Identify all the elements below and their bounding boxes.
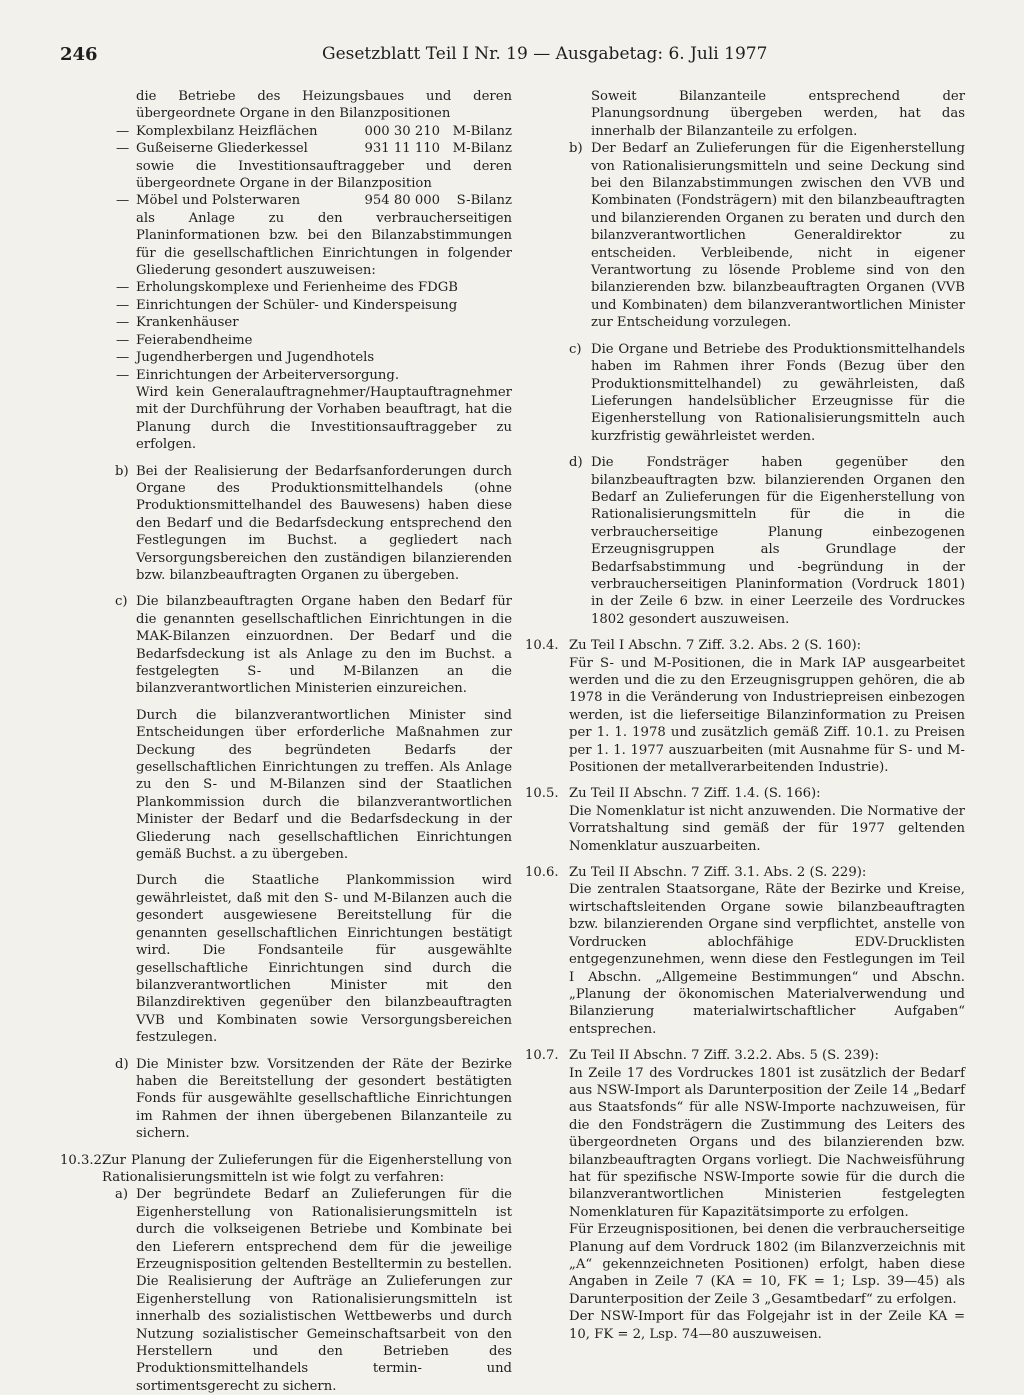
list-marker: — — [116, 141, 130, 157]
subsection-text: Der Bedarf an Zulieferungen für die Eigenherstellung von Rationalisierungsmitteln und seine Deckung sind bei den Bilanzabstimmungen zwischen den VVB und Kombinaten (Fondsträgern) mit den bilanzbeauftragten und bilanzierenden Organen zu beraten und durch den bilanzverantwortlichen Generaldirektor zu entscheiden. Verbleibende, nicht in eigener Verantwortung zu lösende Probleme sind von den bilanzierenden bzw. bilanzbeauftragten Organen (VVB und Kombinaten) dem bilanzverantwortlichen Minister zur Entscheidung vorzulegen. — [591, 141, 965, 331]
section-heading: Zu Teil I Abschn. 7 Ziff. 3.2. Abs. 2 (S. 160): — [569, 638, 862, 654]
section-text: Zur Planung der Zulieferungen für die Eigenherstellung von Rationalisierungsmitteln ist wie folgt zu verfahren: — [102, 1152, 512, 1185]
section-number: 10.7. — [525, 1048, 559, 1064]
subsection-b — [60, 463, 512, 585]
position-name: Gußeiserne Gliederkessel — [136, 141, 308, 157]
section-text: Für Erzeugnispositionen, bei denen die verbraucherseitige Planung auf dem Vordruck 1802 (im Bilanzverzeichnis mit „A“ gekennzeichneten Positionen) erfolgt, haben diese Angaben in Zeile 7 (KA = 10, FK = 1; Lsp. 39—45) als Darunterposition der Zeile 3 „Gesamtbedarf“ zu erfolgen. — [569, 1222, 965, 1307]
subsection-text: Die bilanzbeauftragten Organe haben den Bedarf für die genannten gesellschaftlichen Einrichtungen in die MAK-Bilanzen einzuordnen. Der Bedarf und die Bedarfsdeckung ist als Anlage zu den im Buchst. a festgelegten S- und M-Bilanzen an die bilanzverantwortlichen Ministerien einzureichen. — [136, 594, 512, 697]
subsection-marker: d) — [115, 1056, 129, 1072]
bilanz-position — [60, 192, 512, 209]
list-item-text: Feierabendheime — [136, 332, 253, 348]
section-10-6 — [525, 864, 965, 1038]
list-item-text: Erholungskomplexe und Ferienheime des FDGB — [136, 280, 458, 296]
subsection-marker: b) — [569, 141, 583, 157]
paragraph — [525, 88, 965, 140]
paragraph: sowie die Investitionsauftraggeber und deren übergeordnete Organe in der Bilanzposition — [136, 158, 512, 192]
paragraph: als Anlage zu den verbraucherseitigen Planinformationen bzw. bei den Bilanzabstimmungen für die gesellschaftlichen Einrichtungen in folgender Gliederung gesondert auszuweisen: — [136, 210, 512, 279]
section-text: Die Nomenklatur ist nicht anzuwenden. Die Normative der Vorratshaltung sind gemäß der für 1977 geltenden Nomenklatur auszuarbeiten. — [569, 803, 965, 854]
section-heading: Zu Teil II Abschn. 7 Ziff. 3.2.2. Abs. 5 (S. 239): — [569, 1048, 879, 1064]
position-number: 954 80 000 — [364, 193, 440, 209]
subsection-marker: c) — [569, 341, 582, 357]
section-10-4 — [525, 637, 965, 776]
subsection-text: Der begründete Bedarf an Zulieferungen für die Eigenherstellung von Rationalisierungsmitteln ist durch die volkseigenen Betriebe und Kombinate bei den Lieferern entsprechend dem für die jeweilige Erzeugnisposition geltenden Bestelltermin zu bestellen. Die Realisierung der Aufträge an Zulieferungen zur Eigenherstellung von Rationalisierungsmitteln ist innerhalb des sozialistischen Wettbewerbs und durch Nutzung sozialistischer Gemeinschaftsarbeit von den Herstellern und den Betrieben des Produktionsmittelhandels termin- und sortimentsgerecht zu sichern. — [136, 1187, 512, 1394]
list-item — [60, 297, 512, 314]
position-name: Komplexbilanz Heizflächen — [136, 123, 318, 139]
list-item — [60, 332, 512, 349]
subsection-text: Bei der Realisierung der Bedarfsanforderungen durch Organe des Produktionsmittelhandels (ohne Produktionsmittelhandel des Bauwesens) haben diese den Bedarf und die Bedarfsdeckung entsprechend den Festlegungen im Buchst. a gegliedert nach Versorgungsbereichen den zuständigen bilanzierenden bzw. bilanzbeauftragten Organen zu übergeben. — [136, 463, 512, 583]
subsection-marker: b) — [115, 463, 129, 479]
list-item-text: Einrichtungen der Schüler- und Kinderspeisung — [136, 297, 458, 313]
section-number: 10.3.2. — [60, 1152, 107, 1168]
list-marker: — — [116, 193, 130, 209]
list-marker: — — [116, 123, 130, 139]
list-marker: — — [116, 332, 130, 348]
section-number: 10.4. — [525, 638, 559, 654]
section-10-3-2 — [60, 1152, 512, 1187]
section-10-5 — [525, 785, 965, 855]
subsection-text: Die Fondsträger haben gegenüber den bilanzbeauftragten bzw. bilanzierenden Organen den Bedarf an Zulieferungen für die Eigenherstellung von Rationalisierungsmitteln für die in die verbraucherseitige Planung einbezogenen Erzeugnisgruppen als Grundlage der Bedarfsabstimmung und -begründung in der verbraucherseitigen Planinformation (Vordruck 1801) in der Zeile 6 bzw. in einer Leerzeile des Vordruckes 1802 gesondert auszuweisen. — [591, 455, 965, 627]
section-text: Die zentralen Staatsorgane, Räte der Bezirke und Kreise, wirtschaftsleitenden Organe sowie bilanzbeauftragten bzw. bilanzierenden Organe sind verpflichtet, anstelle von Vordrucken ablochfähige EDV-Drucklisten entgegenzunehmen, wenn diese den Festlegungen im Teil I Abschn. „Allgemeine Bestimmungen“ und Abschn. „Planung der ökonomischen Materialverwendung und Bilanzierung materialwirtschaftlicher Aufgaben“ entsprechen. — [569, 882, 965, 1037]
list-item-text: Einrichtungen der Arbeiterversorgung. — [136, 367, 400, 383]
bilanz-position — [60, 140, 512, 157]
section-heading: Zu Teil II Abschn. 7 Ziff. 3.1. Abs. 2 (S. 229): — [569, 865, 867, 881]
page-header-title: Gesetzblatt Teil I Nr. 19 — Ausgabetag: 6. Juli 1977 — [322, 44, 768, 64]
left-column — [60, 88, 512, 1395]
subsection-c — [60, 593, 512, 697]
subsection-d — [525, 454, 965, 628]
paragraph: die Betriebe des Heizungsbaues und deren übergeordnete Organe in den Bilanzpositionen — [136, 89, 512, 122]
subsection-b — [525, 140, 965, 331]
paragraph: Wird kein Generalauftragnehmer/Hauptauftragnehmer mit der Durchführung der Vorhaben beauftragt, hat die Planung durch die Investitionsauftraggeber zu erfolgen. — [136, 384, 512, 453]
position-number: 000 30 210 — [364, 123, 440, 139]
section-10-7 — [525, 1047, 965, 1343]
list-item-text: Jugendherbergen und Jugendhotels — [136, 350, 375, 366]
subsection-d — [60, 1056, 512, 1143]
right-column — [525, 88, 965, 1343]
subsection-c — [525, 341, 965, 445]
section-text: Der NSW-Import für das Folgejahr ist in der Zeile KA = 10, FK = 2, Lsp. 74—80 auszuweisen. — [569, 1309, 965, 1342]
list-item — [60, 314, 512, 331]
bilanz-position — [60, 123, 512, 140]
section-text: Für S- und M-Positionen, die in Mark IAP ausgearbeitet werden und die zu den Erzeugnisgruppen gehören, die ab 1978 in die Veränderung von Industriepreisen einbezogen werden, ist die lieferseitige Bilanzinformation zu Preisen per 1. 1. 1978 und zusätzlich gemäß Ziff. 10.1. zu Preisen per 1. 1. 1977 auszuarbeiten (mit Ausnahme für S- und M-Positionen der metallverarbeitenden Industrie). — [569, 655, 965, 776]
position-number: 931 11 110 — [364, 141, 440, 157]
paragraph-text: Soweit Bilanzanteile entsprechend der Planungsordnung übergeben werden, hat das innerhalb der Bilanzanteile zu erfolgen. — [591, 89, 965, 139]
section-heading: Zu Teil II Abschn. 7 Ziff. 1.4. (S. 166): — [569, 786, 821, 802]
list-item-text: Krankenhäuser — [136, 315, 239, 331]
list-item — [60, 279, 512, 296]
section-text: In Zeile 17 des Vordruckes 1801 ist zusätzlich der Bedarf aus NSW-Import als Darunterposition der Zeile 14 „Bedarf aus Staatsfonds“ für alle NSW-Importe nachzuweisen, für die den Fondsträgern die Zustimmung des Leiters des übergeordneten Organs und des bilanzierenden bzw. bilanzbeauftragten Organs vorliegt. Die Nachweisführung hat für spezifische NSW-Importe sowie für die durch die bilanzverantwortlichen Ministerien festgelegten Nomenklaturen für Kapazitätsimporte zu erfolgen. — [569, 1065, 965, 1220]
subsection-marker: c) — [115, 594, 128, 610]
paragraph: Durch die Staatliche Plankommission wird gewährleistet, daß mit den S- und M-Bilanzen auch die gesondert ausgewiesene Bereitstellung für die genannten gesellschaftlichen Einrichtungen bestätigt wird. Die Fondsanteile für ausgewählte gesellschaftliche Einrichtungen sind durch die bilanzverantwortlichen Minister mit den Bilanzdirektiven gegenüber den bilanzbeauftragten VVB und Kombinaten sowie Versorgungsbereichen festzulegen. — [136, 873, 512, 1046]
position-name: Möbel und Polsterwaren — [136, 193, 301, 209]
list-item — [60, 349, 512, 366]
list-marker: — — [116, 280, 130, 296]
list-marker: — — [116, 367, 130, 383]
list-marker: — — [116, 350, 130, 366]
subsection-text: Die Organe und Betriebe des Produktionsmittelhandels haben im Rahmen ihrer Fonds (Bezug über den Produktionsmittelhandel) zu gewährleisten, daß Lieferungen handelsüblicher Erzeugnisse für die Eigenherstellung von Rationalisierungsmitteln auch kurzfristig gewährleistet werden. — [591, 341, 965, 444]
subsection-a — [60, 1186, 512, 1395]
list-marker: — — [116, 297, 130, 313]
page-number: 246 — [60, 44, 98, 65]
position-type: M-Bilanz — [452, 141, 512, 157]
list-marker: — — [116, 315, 130, 331]
position-type: M-Bilanz — [452, 123, 512, 139]
section-number: 10.6. — [525, 865, 559, 881]
paragraph: Durch die bilanzverantwortlichen Minister sind Entscheidungen über erforderliche Maßnahmen zur Deckung des begründeten Bedarfs der gesellschaftlichen Einrichtungen zu treffen. Als Anlage zu den S- und M-Bilanzen sind der Staatlichen Plankommission durch die bilanzverantwortlichen Minister der Bedarf und die Bedarfsdeckung in der Gliederung nach gesellschaftlichen Einrichtungen gemäß Buchst. a zu übergeben. — [136, 707, 512, 863]
subsection-text: Die Minister bzw. Vorsitzenden der Räte der Bezirke haben die Bereitstellung der gesondert bestätigten Fonds für ausgewählte gesellschaftliche Einrichtungen im Rahmen der ihnen übergebenen Bilanzanteile zu sichern. — [136, 1056, 512, 1142]
section-number: 10.5. — [525, 786, 559, 802]
position-type: S-Bilanz — [456, 193, 512, 209]
list-item — [60, 367, 512, 384]
subsection-marker: a) — [115, 1187, 129, 1203]
subsection-marker: d) — [569, 455, 583, 471]
